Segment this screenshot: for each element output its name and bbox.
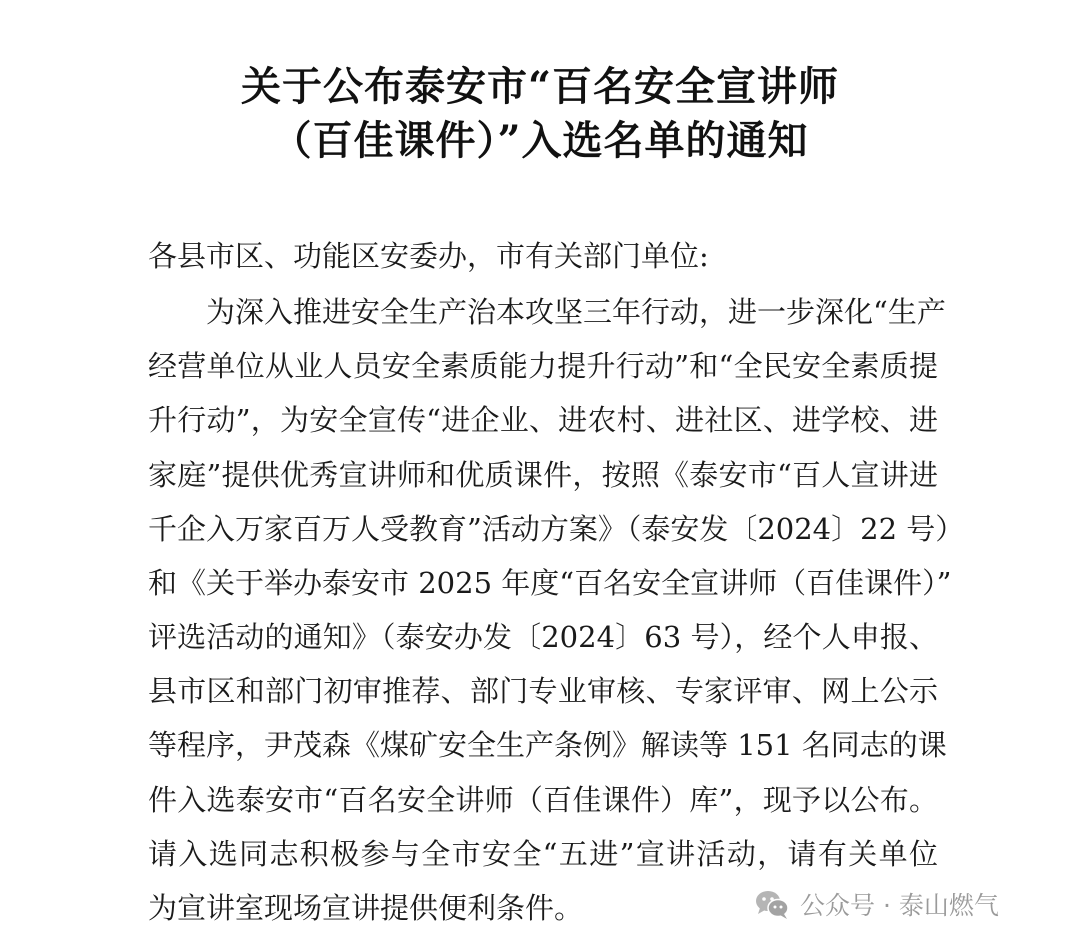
watermark-text: 公众号 · 泰山燃气	[800, 891, 999, 920]
body-line: 请入选同志积极参与全市安全“五进”宣讲活动，请有关单位	[148, 837, 938, 871]
body-line: 千企入万家百万人受教育”活动方案》（泰安发〔2024〕22 号）	[148, 512, 965, 546]
body-line: 家庭”提供优秀宣讲师和优质课件，按照《泰安市“百人宣讲进	[148, 458, 938, 492]
body-line: 和《关于举办泰安市 2025 年度“百名安全宣讲师（百佳课件）”	[148, 566, 952, 600]
body-line: 经营单位从业人员安全素质能力提升行动”和“全民安全素质提	[148, 349, 938, 383]
document-title-line-2: （百佳课件）”入选名单的通知	[271, 117, 809, 164]
wechat-icon	[752, 884, 792, 924]
salutation: 各县市区、功能区安委办，市有关部门单位:	[148, 239, 709, 273]
body-line: 评选活动的通知》（泰安办发〔2024〕63 号），经个人申报、	[148, 620, 938, 654]
body-line: 为深入推进安全生产治本攻坚三年行动，进一步深化“生产	[206, 295, 946, 329]
document-title-line-1: 关于公布泰安市“百名安全宣讲师	[240, 63, 839, 110]
body-line: 县市区和部门初审推荐、部门专业审核、专家评审、网上公示	[148, 674, 938, 708]
body-line: 件入选泰安市“百名安全讲师（百佳课件）库”，现予以公布。	[148, 783, 938, 817]
wechat-watermark	[752, 884, 999, 924]
body-line: 等程序，尹茂森《煤矿安全生产条例》解读等 151 名同志的课	[148, 728, 947, 762]
body-line: 升行动”，为安全宣传“进企业、进农村、进社区、进学校、进	[148, 403, 938, 437]
body-line: 为宣讲室现场宣讲提供便利条件。	[148, 891, 584, 925]
